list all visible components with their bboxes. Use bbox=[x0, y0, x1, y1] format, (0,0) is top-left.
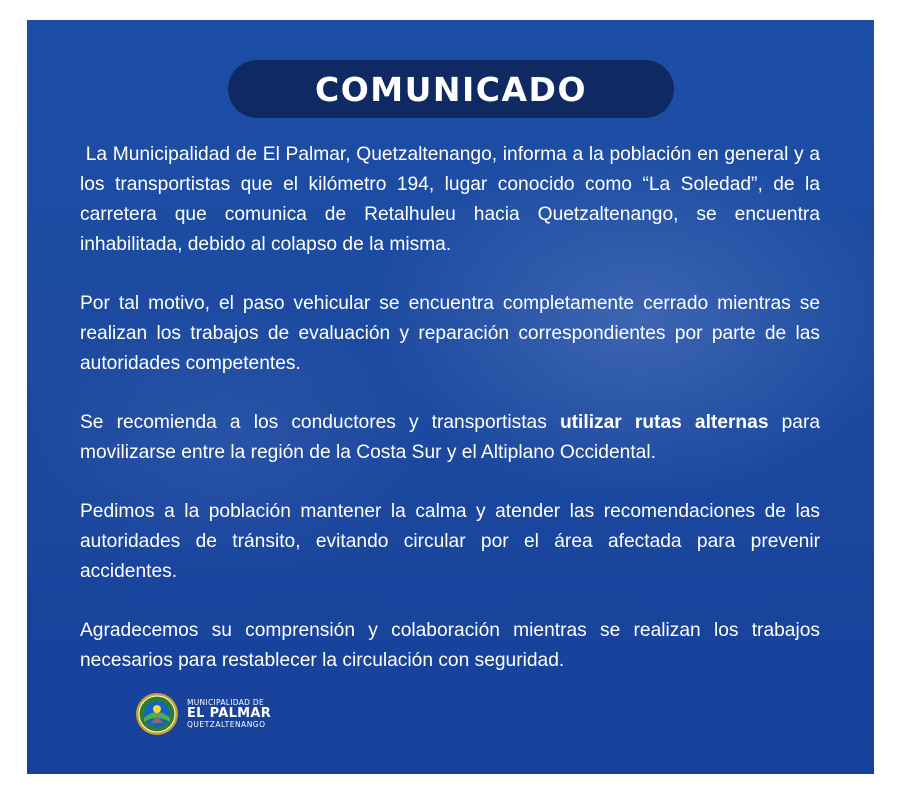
page-title: COMUNICADO bbox=[314, 69, 587, 109]
announcement-panel bbox=[27, 20, 874, 774]
paragraph-3-emphasis: utilizar rutas alternas bbox=[559, 412, 769, 433]
announcement-body bbox=[80, 140, 821, 708]
paragraph-3-start: Se recomienda a los conductores y transportistas bbox=[80, 412, 560, 433]
logo-line-1: MUNICIPALIDAD DE bbox=[187, 698, 265, 708]
paragraph-4: Pedimos a la población mantener la calma y atender las recomendaciones de las autoridades de tránsito, evitando circular por el área afectada para prevenir accidentes. bbox=[80, 501, 820, 582]
logo-line-2: EL PALMAR bbox=[187, 706, 272, 722]
title-banner bbox=[228, 60, 674, 118]
municipal-seal-icon bbox=[135, 692, 179, 736]
paragraph-3 bbox=[80, 408, 820, 468]
municipality-logo bbox=[135, 692, 271, 736]
paragraph-2: Por tal motivo, el paso vehicular se encuentra completamente cerrado mientras se realizan los trabajos de evaluación y reparación correspondientes por parte de las autoridades competentes. bbox=[80, 293, 820, 374]
paragraph-3-end: para movilizarse entre la región de la Costa Sur y el Altiplano Occidental. bbox=[80, 412, 821, 463]
logo-wordmark bbox=[187, 699, 271, 728]
paragraph-5: Agradecemos su comprensión y colaboración mientras se realizan los trabajos necesarios para restablecer la circulación con seguridad. bbox=[80, 620, 820, 671]
logo-line-3: QUETZALTENANGO bbox=[187, 719, 266, 729]
paragraph-1: La Municipalidad de El Palmar, Quetzaltenango, informa a la población en general y a los transportistas que el kilómetro 194, lugar conocido como “La Soledad”, de la carretera que comunica de Retalhuleu hacia Quetzaltenango, se encuentra inhabilitada, debido al colapso de la misma. bbox=[80, 144, 820, 255]
